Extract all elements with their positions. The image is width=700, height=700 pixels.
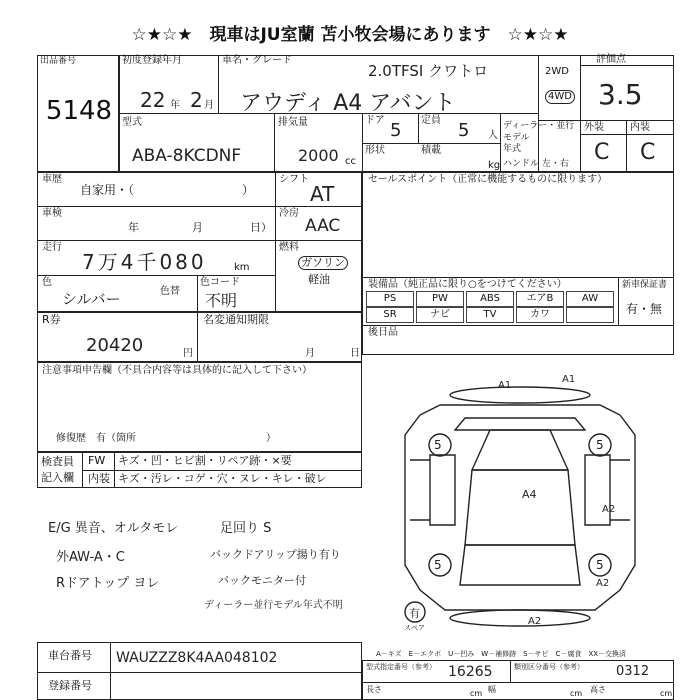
equipment-item[interactable]: SR xyxy=(366,307,414,323)
inspector-row1: キズ・凹・ヒビ割・リペア跡・×要 xyxy=(118,454,292,467)
reg-no-label: 登録番号 xyxy=(48,679,92,692)
notes-repair: 修復歴 有（箇所 ） xyxy=(56,433,276,444)
name-change-label: 名変通知期限 xyxy=(203,313,269,326)
first-reg-month-unit: 月 xyxy=(204,100,214,111)
diagram-mark-1: A1 xyxy=(562,374,576,385)
dealer-handle-label: ハンドル 左・右 xyxy=(503,159,569,169)
dims-height-label: 高さ xyxy=(590,685,606,694)
equipment-item[interactable]: カワ xyxy=(516,307,564,323)
fuel-alt: 軽油 xyxy=(308,273,330,286)
equipment-item[interactable]: エアB xyxy=(516,291,564,307)
seats-value: 5 xyxy=(458,120,470,141)
seat-row-label: 後日品 xyxy=(368,327,398,338)
handnote-right-0: 足回り S xyxy=(220,521,272,536)
chassis-label: 車台番号 xyxy=(48,649,92,662)
diagram-mark-0: A1 xyxy=(498,380,512,391)
recycle-label: R券 xyxy=(42,313,61,326)
dims-cm-2: cm xyxy=(570,689,583,698)
score-value: 3.5 xyxy=(598,78,643,111)
dims-type-label: 型式指定番号（参考） xyxy=(366,663,436,671)
car-diagram xyxy=(370,360,670,642)
fuel-label: 燃料 xyxy=(279,242,299,253)
diagram-mark-6: 5 xyxy=(434,438,442,452)
dims-class-label: 類別区分番号（参考） xyxy=(514,663,584,671)
dealer-model-label: モデル xyxy=(503,133,530,143)
seats-label: 定員 xyxy=(421,115,441,126)
doors-value: 5 xyxy=(390,120,402,141)
inspector-row1-head: FW xyxy=(88,454,106,467)
dims-cm-1: cm xyxy=(470,689,483,698)
first-reg-year-unit: 年 xyxy=(170,100,180,111)
chassis-value: WAUZZZ8K4AA048102 xyxy=(116,650,278,666)
car-grade: 2.0TFSI クワトロ xyxy=(368,62,489,80)
notes-label: 注意事項申告欄（不具合内容等は具体的に記入して下さい） xyxy=(42,365,312,376)
first-reg-year: 22 xyxy=(140,88,166,112)
dealer-label: ディーラー・並行 xyxy=(503,121,575,131)
shaken-year: 年 xyxy=(128,221,139,234)
diagram-mark-2: A4 xyxy=(522,488,537,501)
color-value: シルバー xyxy=(62,290,121,308)
capacity-unit: kg xyxy=(488,160,501,171)
interior-value: C xyxy=(640,140,656,165)
equipment-item[interactable]: ABS xyxy=(466,291,514,307)
fuel-value: ガソリン xyxy=(298,256,348,270)
handnote-left-0: E/G 異音、オルタモレ xyxy=(48,521,179,536)
shaken-day: 日） xyxy=(250,221,272,234)
color-label: 色 xyxy=(42,277,52,288)
color-change-value: 不明 xyxy=(205,291,238,310)
car-outline-svg xyxy=(370,360,670,642)
color-change-label: 色替 xyxy=(160,286,180,297)
diagram-legend: A－キズ E－エクボ U－凹み W－補修跡 S－サビ C－腐食 XX－交換済 xyxy=(376,650,627,658)
displacement-unit: cc xyxy=(345,156,356,167)
dims-width-label: 幅 xyxy=(488,685,496,694)
dims-length-label: 長さ xyxy=(366,685,382,694)
recycle-value: 20420 xyxy=(86,335,144,356)
seats-unit: 人 xyxy=(488,130,498,141)
exterior-value: C xyxy=(594,140,610,165)
equipment-grid xyxy=(366,291,614,323)
model-value: ABA-8KCDNF xyxy=(132,146,242,166)
history-value: 自家用・（ ） xyxy=(80,183,255,197)
diagram-mark-11: スペア xyxy=(404,624,425,632)
score-label: 評価点 xyxy=(596,54,626,65)
inspector-label2: 記入欄 xyxy=(41,471,74,484)
equipment-item[interactable]: AW xyxy=(566,291,614,307)
recycle-unit: 円 xyxy=(183,348,193,359)
equipment-item[interactable] xyxy=(566,307,614,323)
warranty-label: 新車保証書 xyxy=(622,280,668,290)
diagram-mark-4: A2 xyxy=(596,578,610,589)
color-no-label: 色コード xyxy=(200,277,240,288)
name-change-day: 日 xyxy=(350,348,360,359)
diagram-mark-5: A2 xyxy=(528,616,542,627)
diagram-mark-7: 5 xyxy=(596,438,604,452)
shaken-month: 月 xyxy=(192,221,203,234)
drive-2wd: 2WD xyxy=(545,66,569,77)
handnote-left-1: 外AW-A・C xyxy=(56,550,125,565)
inspector-row2-head: 内装 xyxy=(88,472,110,485)
inspector-label1: 検査員 xyxy=(41,455,74,468)
dealer-year-label: 年式 xyxy=(503,144,522,154)
shaken-label: 車検 xyxy=(42,208,62,219)
sales-block xyxy=(362,172,674,355)
exterior-label: 外装 xyxy=(584,122,604,133)
diagram-mark-10: 有 xyxy=(409,607,420,620)
inspector-row2: キズ・汚レ・コゲ・穴・ヌレ・キレ・破レ xyxy=(118,472,327,485)
displacement-value: 2000 xyxy=(298,146,339,165)
interior-label: 内装 xyxy=(630,122,650,133)
handnote-right-2: バックモニター付 xyxy=(218,574,306,587)
dims-type-value: 16265 xyxy=(448,664,493,680)
mileage-unit: km xyxy=(234,262,250,273)
capacity-label: 積載 xyxy=(421,145,441,156)
shape-label: 形状 xyxy=(365,145,385,156)
equipment-label: 装備品（純正品に限り○をつけてください） xyxy=(368,279,567,290)
shift-label: シフト xyxy=(279,174,309,185)
displacement-label: 排気量 xyxy=(278,117,308,128)
handnote-left-2: Rドアトップ ヨレ xyxy=(56,576,160,591)
diagram-mark-3: A2 xyxy=(602,504,616,515)
dims-class-value: 0312 xyxy=(616,664,650,679)
drive-4wd[interactable]: 4WD xyxy=(545,90,575,104)
ac-label: 冷房 xyxy=(279,208,299,219)
doors-label: ドア xyxy=(365,115,385,126)
lot-label: 出品番号 xyxy=(40,56,77,66)
ac-value: AAC xyxy=(305,216,341,236)
car-name: アウディ A4 アバント xyxy=(240,91,456,116)
car-name-label: 車名・グレード xyxy=(222,55,292,66)
first-reg-label: 初度登録年月 xyxy=(122,55,182,66)
warranty-value: 有・無 xyxy=(626,302,663,316)
mileage-label: 走行 xyxy=(42,242,62,253)
equipment-item[interactable]: ナビ xyxy=(416,307,464,323)
equipment-item[interactable]: PS xyxy=(366,291,414,307)
mileage-value: 7万4千080 xyxy=(82,250,207,274)
handnote-right-3: ディーラー並行モデル年式不明 xyxy=(204,600,343,611)
diagram-mark-8: 5 xyxy=(434,558,442,572)
shift-value: AT xyxy=(310,182,335,206)
header-banner: ☆★☆★ 現車はJU室蘭 苫小牧会場にあります ☆★☆★ xyxy=(131,25,569,45)
equipment-item[interactable]: TV xyxy=(466,307,514,323)
diagram-mark-9: 5 xyxy=(596,558,604,572)
first-reg-month: 2 xyxy=(190,88,203,112)
equipment-item[interactable]: PW xyxy=(416,291,464,307)
dims-cm-3: cm xyxy=(660,689,673,698)
history-label: 車歴 xyxy=(42,174,62,185)
handnote-right-1: バックドアリップ揚り有り xyxy=(210,548,341,561)
sales-point-label: セールスポイント（正常に機能するものに限ります） xyxy=(368,174,608,185)
lot-number: 5148 xyxy=(45,96,113,126)
model-label: 型式 xyxy=(122,117,142,128)
name-change-month: 月 xyxy=(305,348,315,359)
